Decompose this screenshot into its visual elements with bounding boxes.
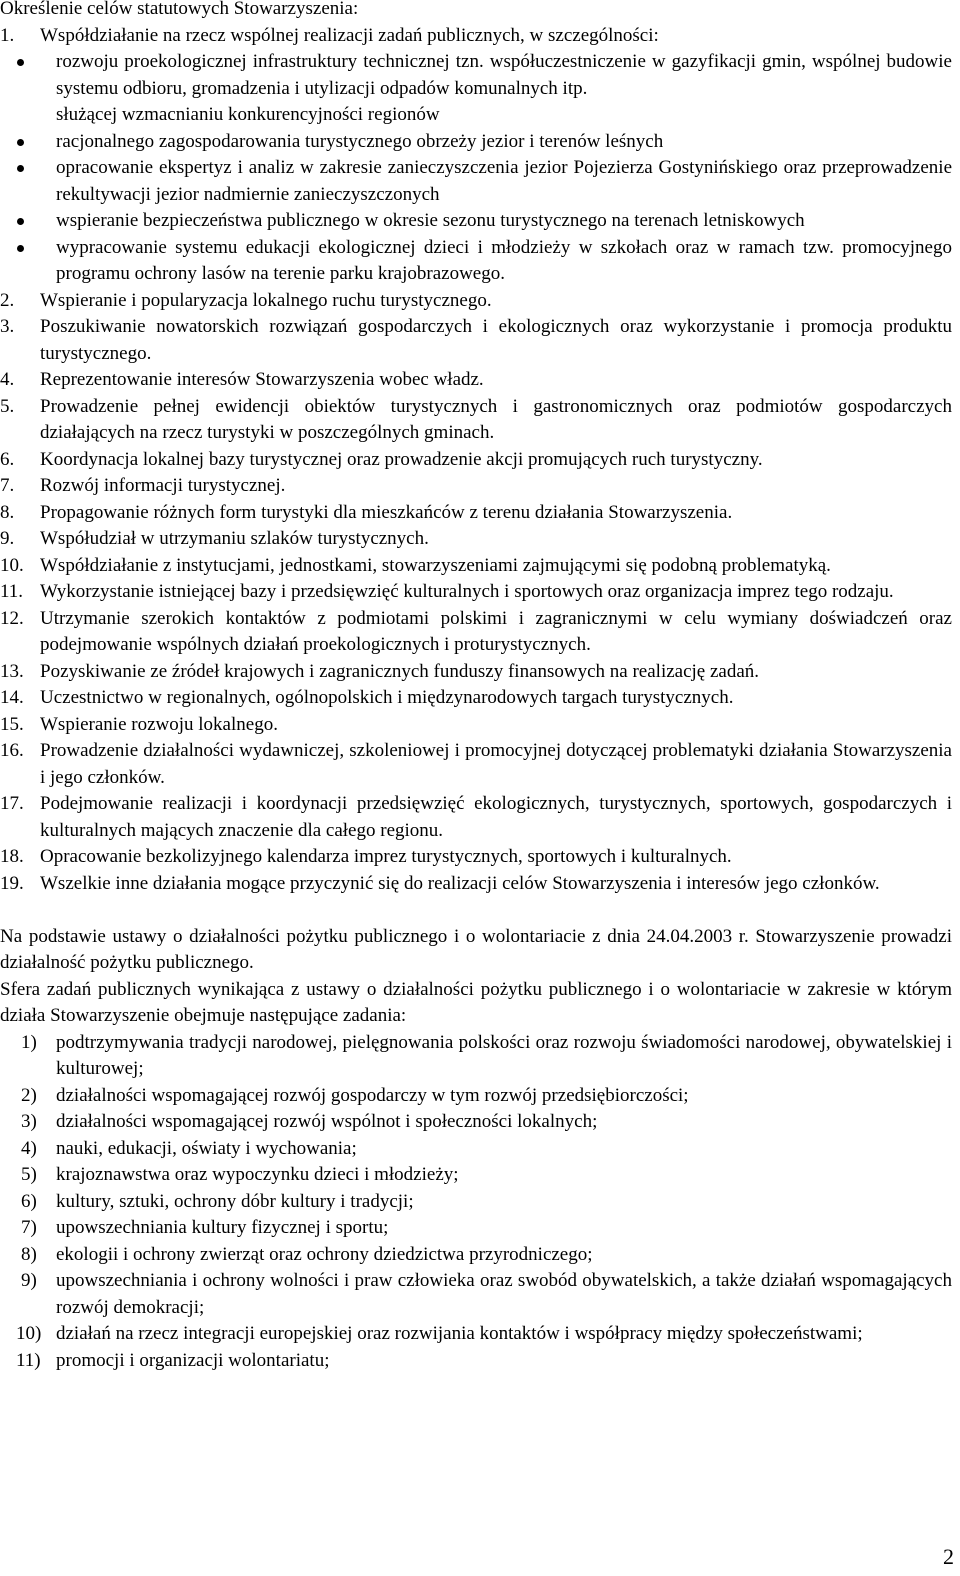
bullet-text: opracowanie ekspertyz i analiz w zakresie zanieczyszczenia jezior Pojezierza Gostynińskiego oraz przeprowadzenie rekultywacji jezior nadmiernie zanieczyszczonych: [56, 157, 952, 205]
goal-text: Współdziałanie na rzecz wspólnej realizacji zadań publicznych, w szczególności:: [40, 24, 659, 46]
goal-text: Wspieranie i popularyzacja lokalnego ruchu turystycznego.: [40, 289, 492, 311]
goal-number: 3.: [0, 316, 15, 337]
scope-paragraph: Sfera zadań publicznych wynikająca z ustawy o działalności pożytku publicznego i o wolontariacie w zakresie w którym działa Stowarzyszenie obejmuje następujące zadania:: [0, 978, 952, 1026]
goal-item: [0, 685, 952, 712]
goal-number: 9.: [0, 528, 15, 549]
task-text: działalności wspomagającej rozwój gospodarczy w tym rozwój przedsiębiorczości;: [56, 1084, 689, 1106]
legal-paragraph: Na podstawie ustawy o działalności pożytku publicznego i o wolontariacie z dnia 24.04.2003 r. Stowarzyszenie prowadzi działalność pożytku publicznego.: [0, 925, 952, 973]
bullet-text: wspieranie bezpieczeństwa publicznego w okresie sezonu turystycznego na terenach letniskowych: [56, 210, 805, 231]
bullet-item: [0, 208, 952, 235]
goal-item: [0, 791, 952, 844]
task-number: 4): [21, 1137, 37, 1159]
bullet-icon: [17, 165, 24, 172]
task-number: 2): [21, 1084, 37, 1106]
goal-text: Wspieranie rozwoju lokalnego.: [40, 713, 278, 735]
task-number: 5): [21, 1164, 37, 1185]
goal-text: Podejmowanie realizacji i koordynacji przedsięwzięć ekologicznych, turystycznych, sportowych, gospodarczych i kulturalnych mających znaczenie dla całego regionu.: [40, 793, 952, 841]
task-text: ekologii i ochrony zwierząt oraz ochrony dziedzictwa przyrodniczego;: [56, 1243, 593, 1265]
task-item: [0, 1030, 952, 1083]
bullet-icon: [17, 218, 24, 225]
task-item: [0, 1136, 952, 1163]
section-heading: Określenie celów statutowych Stowarzyszenia:: [0, 0, 359, 19]
goal-number: 14.: [0, 687, 24, 708]
task-text: działań na rzecz integracji europejskiej oraz rozwijania kontaktów i współpracy między społeczeństwami;: [56, 1323, 863, 1344]
goal-text: Utrzymanie szerokich kontaktów z podmiotami polskimi i zagranicznymi w celu wymiany doświadczeń oraz podejmowanie wspólnych działań proekologicznych i proturystycznych.: [40, 607, 952, 655]
task-item: [0, 1083, 952, 1110]
bullet-text: racjonalnego zagospodarowania turystycznego obrzeży jezior i terenów leśnych: [56, 130, 664, 152]
goal-number: 12.: [0, 607, 24, 629]
goal-item: [0, 844, 952, 871]
bullet-text: wypracowanie systemu edukacji ekologicznej dzieci i młodzieży w szkołach oraz w ramach tzw. promocyjnego programu ochrony lasów na terenie parku krajobrazowego.: [56, 236, 952, 284]
goal-item: [0, 500, 952, 527]
bullet-item: [0, 155, 952, 208]
task-item: [0, 1189, 952, 1216]
goal-text: Reprezentowanie interesów Stowarzyszenia wobec władz.: [40, 369, 484, 390]
goal-number: 15.: [0, 713, 24, 735]
task-text: krajoznawstwa oraz wypoczynku dzieci i młodzieży;: [56, 1164, 459, 1185]
goal-text: Uczestnictwo w regionalnych, ogólnopolskich i międzynarodowych targach turystycznych.: [40, 687, 734, 708]
goal-item: [0, 553, 952, 580]
goal-item: [0, 712, 952, 739]
task-text: upowszechniania i ochrony wolności i praw człowieka oraz swobód obywatelskich, a także działań wspomagających rozwój demokracji;: [56, 1270, 952, 1318]
goal-text: Wszelkie inne działania mogące przyczynić się do realizacji celów Stowarzyszenia i interesów jego członków.: [40, 872, 880, 894]
goal-item: [0, 447, 952, 474]
task-text: kultury, sztuki, ochrony dóbr kultury i tradycji;: [56, 1190, 414, 1212]
task-item: [0, 1268, 952, 1321]
goal-number: 5.: [0, 395, 15, 417]
goal-number: 18.: [0, 846, 24, 867]
task-item: [0, 1162, 952, 1189]
goal-number: 2.: [0, 289, 15, 311]
task-text: podtrzymywania tradycji narodowej, pielęgnowania polskości oraz rozwoju świadomości narodowej, obywatelskiej i kulturowej;: [56, 1031, 952, 1079]
task-item: [0, 1321, 952, 1348]
goal-number: 7.: [0, 475, 15, 496]
task-number: 3): [21, 1111, 37, 1132]
task-number: 7): [21, 1217, 37, 1238]
goal-item: [0, 394, 952, 447]
goal-item: [0, 579, 952, 606]
task-text: działalności wspomagającej rozwój wspólnot i społeczności lokalnych;: [56, 1111, 598, 1132]
bullet-text: rozwoju proekologicznej infrastruktury technicznej tzn. współuczestniczenie w gazyfikacji gmin, wspólnej budowie systemu odbioru, gromadzenia i utylizacji odpadów komunalnych itp.: [56, 51, 952, 99]
bullet-item: [0, 129, 952, 156]
page-number: 2: [943, 1544, 954, 1569]
goal-number: 10.: [0, 554, 24, 576]
bullet-item: [0, 235, 952, 288]
goal-number: 11.: [0, 581, 24, 602]
goal-item: [0, 473, 952, 500]
goal-text: Prowadzenie działalności wydawniczej, szkoleniowej i promocyjnej dotyczącej problematyki działania Stowarzyszenia i jego członków.: [40, 740, 952, 788]
goal-item: [0, 288, 952, 315]
bullet-continuation: służącej wzmacnianiu konkurencyjności regionów: [56, 104, 440, 125]
task-number: 1): [21, 1031, 37, 1053]
goal-number: 19.: [0, 872, 24, 894]
task-item: [0, 1109, 952, 1136]
goal-item: [0, 738, 952, 791]
goal-text: Współdziałanie z instytucjami, jednostkami, stowarzyszeniami zajmującymi się podobną problematyką.: [40, 554, 831, 576]
task-number: 6): [21, 1190, 37, 1212]
task-number: 10): [16, 1323, 42, 1344]
bullet-icon: [17, 139, 24, 146]
goal-text: Propagowanie różnych form turystyki dla mieszkańców z terenu działania Stowarzyszenia.: [40, 501, 733, 523]
goal-number: 6.: [0, 448, 15, 470]
bullet-item: [0, 49, 952, 102]
goal-number: 17.: [0, 793, 24, 814]
task-item: [0, 1242, 952, 1269]
goal-text: Koordynacja lokalnej bazy turystycznej oraz prowadzenie akcji promujących ruch turystyczny.: [40, 448, 763, 470]
goal-text: Współudział w utrzymaniu szlaków turystycznych.: [40, 528, 429, 549]
task-text: promocji i organizacji wolontariatu;: [56, 1349, 330, 1371]
goal-text: Pozyskiwanie ze źródeł krajowych i zagranicznych funduszy finansowych na realizację zadań.: [40, 660, 760, 682]
task-text: upowszechniania kultury fizycznej i sportu;: [56, 1217, 389, 1238]
goal-text: Opracowanie bezkolizyjnego kalendarza imprez turystycznych, sportowych i kulturalnych.: [40, 846, 732, 867]
goal-item: [0, 526, 952, 553]
goal-text: Prowadzenie pełnej ewidencji obiektów turystycznych i gastronomicznych oraz podmiotów gospodarczych działających na rzecz turystyki w poszczególnych gminach.: [40, 395, 952, 443]
goal-text: Wykorzystanie istniejącej bazy i przedsięwzięć kulturalnych i sportowych oraz organizacja imprez tego rodzaju.: [40, 581, 894, 602]
task-number: 9): [21, 1270, 37, 1291]
goal-item: [0, 367, 952, 394]
goal-number: 1.: [0, 24, 15, 46]
goal-item: [0, 314, 952, 367]
spacer: [0, 897, 952, 924]
bullet-icon: [17, 59, 24, 66]
goal-number: 4.: [0, 369, 15, 390]
task-item: [0, 1348, 952, 1375]
goal-number: 16.: [0, 740, 24, 761]
goal-text: Rozwój informacji turystycznej.: [40, 475, 286, 496]
goal-item-1: [0, 23, 952, 50]
goal-item: [0, 659, 952, 686]
goal-number: 8.: [0, 501, 15, 523]
bullet-icon: [17, 245, 24, 252]
goal-number: 13.: [0, 660, 24, 682]
task-number: 11): [16, 1349, 41, 1371]
task-number: 8): [21, 1243, 37, 1265]
task-text: nauki, edukacji, oświaty i wychowania;: [56, 1137, 357, 1159]
goal-item: [0, 871, 952, 898]
task-item: [0, 1215, 952, 1242]
goal-item: [0, 606, 952, 659]
goal-text: Poszukiwanie nowatorskich rozwiązań gospodarczych i ekologicznych oraz wykorzystanie i promocja produktu turystycznego.: [40, 316, 952, 364]
